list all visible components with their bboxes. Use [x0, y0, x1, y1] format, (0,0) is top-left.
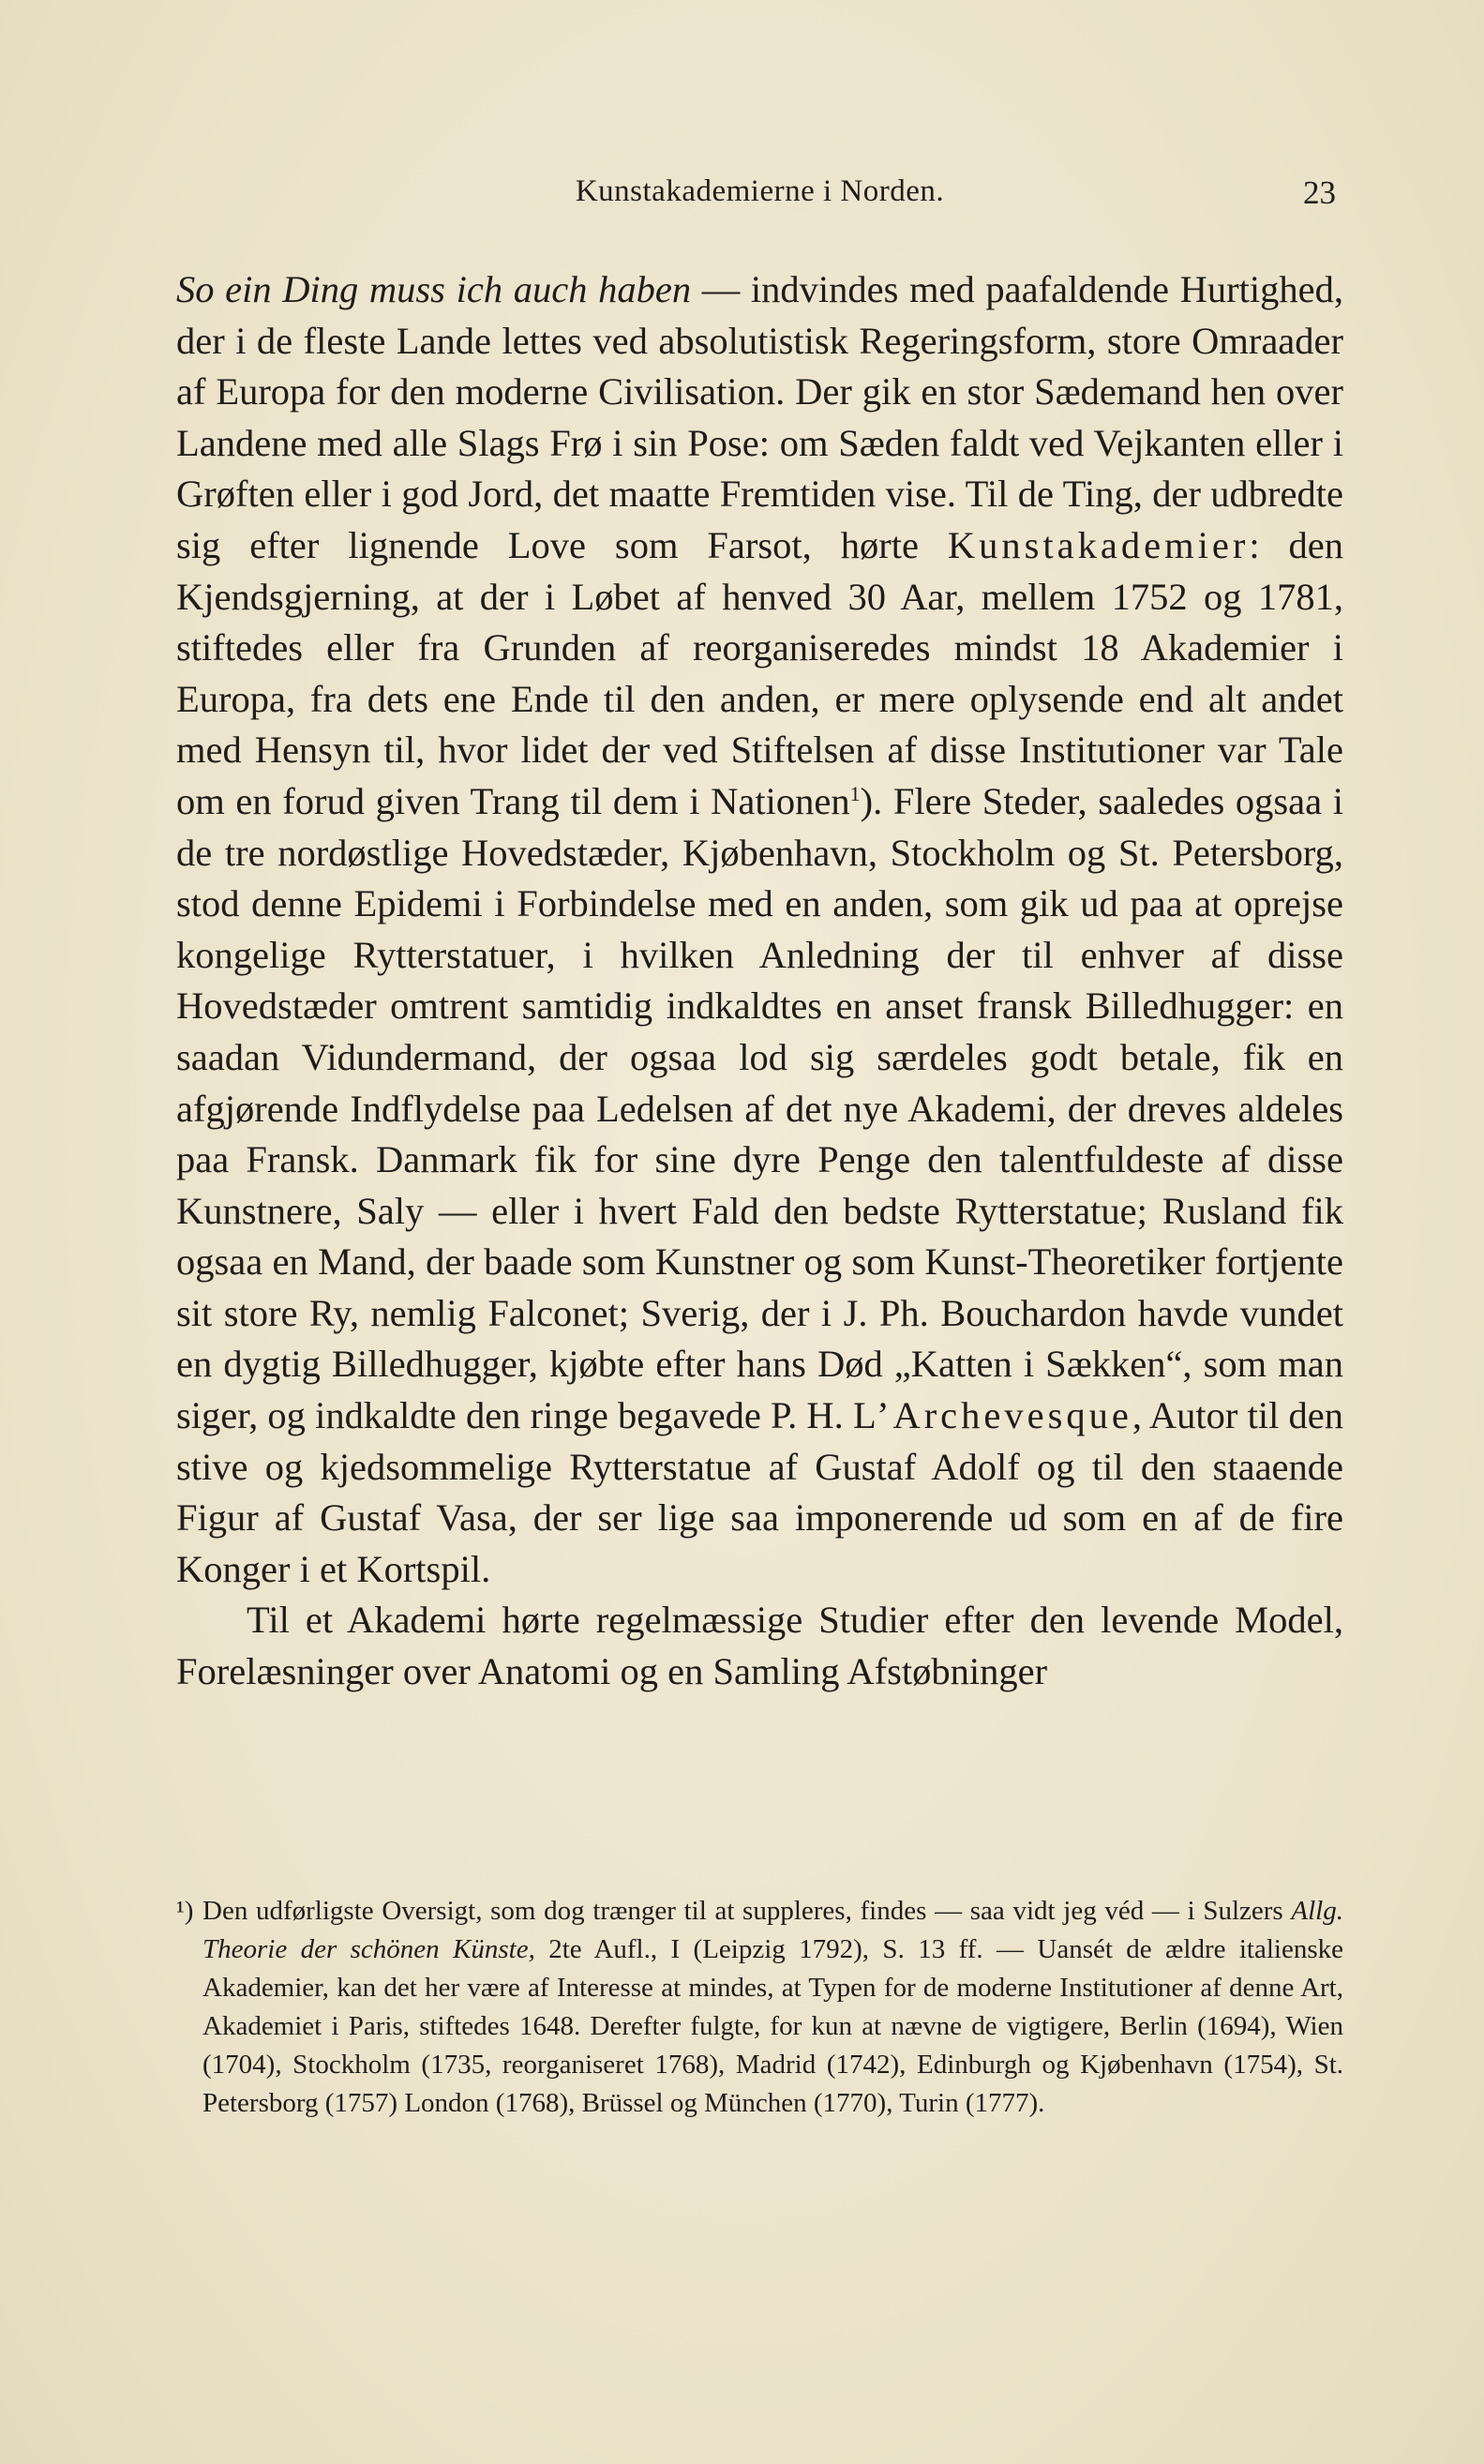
italic-opening: So ein Ding muss ich auch haben — [176, 268, 692, 310]
spaced-term-kunstakademier: Kunstakademier — [947, 523, 1250, 566]
paragraph-1 — [176, 264, 1343, 1595]
paragraph-1-text-a: — indvindes med paafaldende Hurtighed, der i de fleste Lande lettes ved absolutistisk Regeringsform, store Omraader af Europa for den moderne Civilisation. Der gik en stor Sædemand hen over Landene med alle Slags Frø i sin Pose: om Sæden faldt ved Vejkanten eller i Grøften eller i god Jord, det maatte Fremtiden vise. Til de Ting, der udbredte sig efter lignende Love som Farsot, hørte — [176, 268, 1343, 566]
running-head — [176, 174, 1343, 221]
page-number: 23 — [1303, 174, 1336, 211]
main-text — [176, 264, 1343, 1698]
footnote-mark: ¹) — [176, 1896, 194, 1926]
footnote-text-a: Den udførligste Oversigt, som dog trænger til at suppleres, findes — saa vidt jeg véd — i Sulzers — [202, 1896, 1292, 1926]
spaced-name-larchevesque: L’Archevesque — [852, 1394, 1132, 1437]
footnote — [176, 1892, 1343, 2123]
paragraph-1-text-b: : den Kjendsgjerning, at der i Løbet af henved 30 Aar, mellem 1752 og 1781, stiftedes eller fra Grunden af reorganiseredes mindst 18 Akademier i Europa, fra dets ene Ende til den anden, er mere oplysende end alt andet med Hensyn til, hvor lidet der ved Stiftelsen af disse Institutioner var Tale om en forud given Trang til dem i Nationen — [176, 523, 1343, 822]
running-title: Kunstakademierne i Norden. — [575, 174, 945, 208]
footnote-italic-title: Allg. Theorie der schönen Künste, — [202, 1896, 1343, 1964]
paragraph-1-text-c: ). Flere Steder, saaledes ogsaa i de tre nordøstlige Hovedstæder, Kjøbenhavn, Stockholm og St. Petersborg, stod denne Epidemi i Forbindelse med en anden, som gik ud paa at oprejse kongelige Rytterstatuer, i hvilken Anledning der til enhver af disse Hovedstæder omtrent samtidig indkaldtes en anset fransk Billedhugger: en saadan Vidundermand, der ogsaa lod sig særdeles godt betale, fik en afgjørende Indflydelse paa Ledelsen af det nye Akademi, der dreves aldeles paa Fransk. Danmark fik for sine dyre Penge den talentfuldeste af disse Kunstnere, Saly — eller i hvert Fald den bedste Rytterstatue; Rusland fik ogsaa en Mand, der baade som Kunstner og som Kunst-Theoretiker fortjente sit store Ry, nemlig Falconet; Sverig, der i J. Ph. Bouchardon havde vundet en dygtig Billedhugger, kjøbte efter hans Død „Katten i Sækken“, som man siger, og indkaldte den ringe begavede P. H. — [176, 779, 1344, 1437]
paragraph-1-text-d: , Autor til den stive og kjedsommelige Rytterstatue af Gustaf Adolf og til den staaende Figur af Gustaf Vasa, der ser lige saa imponerende ud som en af de fire Konger i et Kortspil. — [176, 1394, 1343, 1590]
footnote-text-b: 2te Aufl., I (Leipzig 1792), S. 13 ff. — Uansét de ældre italienske Akademier, kan det her være af Interesse at mindes, at Typen for de moderne Institutioner af denne Art, Akademiet i Paris, stiftedes 1648. Derefter fulgte, for kun at nævne de vigtigere, Berlin (1694), Wien (1704), Stockholm (1735, reorganiseret 1768), Madrid (1742), Edinburgh og Kjøbenhavn (1754), St. Petersborg (1757) London (1768), Brüssel og München (1770), Turin (1777). — [202, 1934, 1343, 2118]
footnote-reference: 1 — [849, 781, 861, 805]
paragraph-2: Til et Akademi hørte regelmæssige Studier efter den levende Model, Forelæsninger over Anatomi og en Samling Afstøbninger — [176, 1599, 1343, 1693]
